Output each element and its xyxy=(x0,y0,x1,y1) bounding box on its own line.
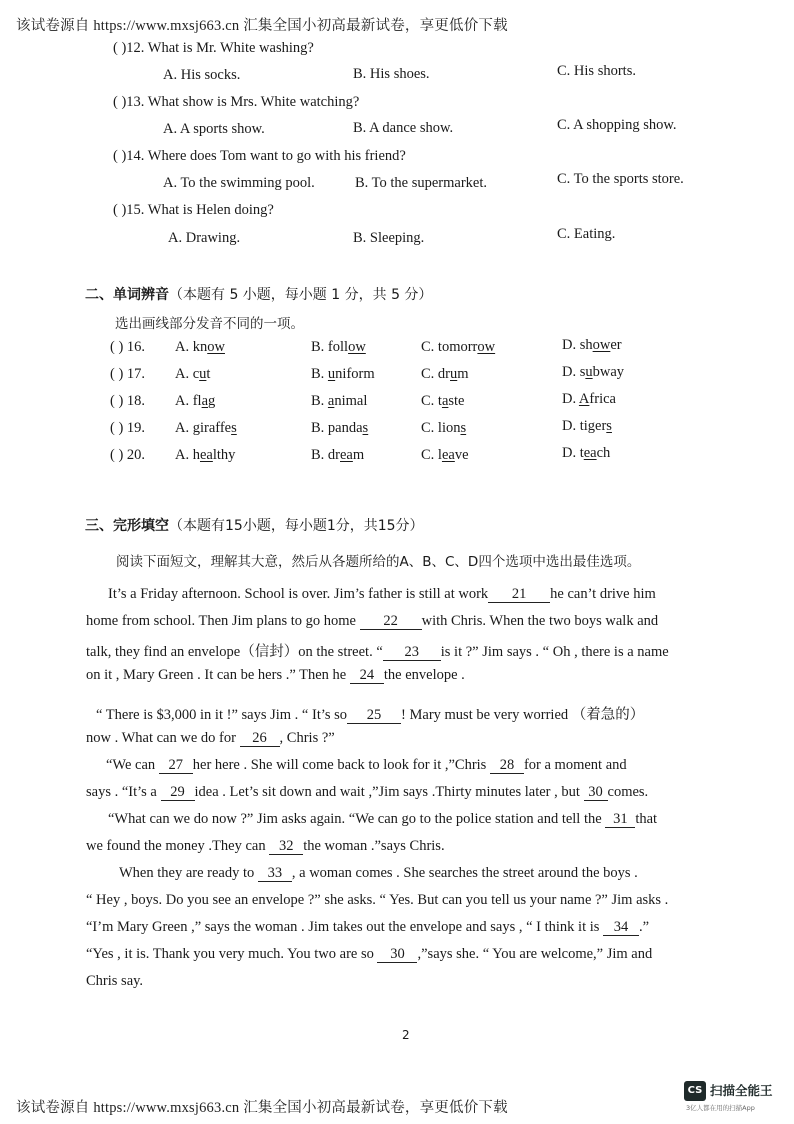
blank-26: 26 xyxy=(240,730,280,747)
section-2-subtitle: （本题有 5 小题，每小题 1 分，共 5 分） xyxy=(169,287,433,303)
phonics-18-d: D. Africa xyxy=(562,391,616,407)
phonics-row-19-number: ( ) 19. xyxy=(110,420,146,436)
phonics-17-c: C. drum xyxy=(421,366,469,382)
option-14-b: B. To the supermarket. xyxy=(355,175,488,191)
phonics-row-16-number: ( ) 16. xyxy=(110,339,146,355)
blank-27: 27 xyxy=(159,757,193,774)
blank-21: 21 xyxy=(488,586,550,603)
option-12-a: A. His socks. xyxy=(163,67,241,83)
question-12: ( )12. What is Mr. White washing? xyxy=(113,40,314,56)
passage-line-11: When they are ready to 33 , a woman comes . She searches the street around the boys . xyxy=(119,865,638,881)
passage-line-8: says . “It’s a 29 idea . Let’s sit down and wait ,”Jim says .Thirty minutes later , but 30 comes. xyxy=(86,784,649,800)
section-2-title: 二、单词辨音 xyxy=(85,287,169,303)
phonics-20-b: B. dream xyxy=(311,447,365,463)
option-15-a: A. Drawing. xyxy=(168,230,241,246)
blank-33: 33 xyxy=(258,865,292,882)
phonics-row-20-number: ( ) 20. xyxy=(110,447,146,463)
passage-line-15: Chris say. xyxy=(86,973,144,989)
camscanner-logo-icon: CS xyxy=(684,1081,706,1101)
option-12-b: B. His shoes. xyxy=(353,66,430,82)
option-14-a: A. To the swimming pool. xyxy=(163,175,315,191)
blank-24: 24 xyxy=(350,667,384,684)
page-header-source-text: 该试卷源自 https://www.mxsj663.cn 汇集全国小初高最新试卷，享更低价下载 xyxy=(16,18,508,34)
option-13-b: B. A dance show. xyxy=(353,120,454,136)
passage-line-4: on it , Mary Green . It can be hers .” Then he 24 the envelope . xyxy=(86,667,465,683)
phonics-20-a: A. healthy xyxy=(175,447,236,463)
section-2-instruction: 选出画线部分发音不同的一项。 xyxy=(115,316,304,332)
passage-line-6: now . What can we do for 26 , Chris ?” xyxy=(86,730,335,746)
phonics-17-d: D. subway xyxy=(562,364,625,380)
phonics-19-d: D. tigers xyxy=(562,418,612,434)
phonics-20-c: C. leave xyxy=(421,447,469,463)
page-footer-source-text: 该试卷源自 https://www.mxsj663.cn 汇集全国小初高最新试卷，享更低价下载 xyxy=(16,1100,508,1116)
section-3-heading xyxy=(85,515,424,535)
phonics-row-17-number: ( ) 17. xyxy=(110,366,146,382)
phonics-17-b: B. uniform xyxy=(311,366,375,382)
section-3-title: 三、完形填空 xyxy=(85,518,169,534)
passage-line-10: we found the money .They can 32 the woman .”says Chris. xyxy=(86,838,445,854)
blank-35: 30 xyxy=(377,946,417,963)
option-15-c: C. Eating. xyxy=(557,226,616,242)
question-14: ( )14. Where does Tom want to go with his friend? xyxy=(113,148,406,164)
section-3-instruction: 阅读下面短文，理解其大意，然后从各题所给的A、B、C、D四个选项中选出最佳选项。 xyxy=(116,554,641,570)
phonics-19-b: B. pandas xyxy=(311,420,369,436)
passage-line-13: “I’m Mary Green ,” says the woman . Jim takes out the envelope and says , “ I think it is 34 .” xyxy=(86,919,650,935)
camscanner-logo-tagline: 3亿人都在用的扫描App xyxy=(686,1104,755,1112)
phonics-18-a: A. flag xyxy=(175,393,216,409)
blank-34: 34 xyxy=(603,919,639,936)
blank-25: 25 xyxy=(347,707,401,724)
passage-line-9: “What can we do now ?” Jim asks again. “We can go to the police station and tell the 31 that xyxy=(108,811,658,827)
phonics-20-d: D. teach xyxy=(562,445,611,461)
option-13-c: C. A shopping show. xyxy=(557,117,677,133)
passage-line-5: “ There is $3,000 in it !” says Jim . “ It’s so 25 ! Mary must be very worried （着急的） xyxy=(96,707,645,723)
blank-29: 29 xyxy=(161,784,195,801)
phonics-19-c: C. lions xyxy=(421,420,467,436)
phonics-16-b: B. follow xyxy=(311,339,366,355)
blank-32: 32 xyxy=(269,838,303,855)
blank-22: 22 xyxy=(360,613,422,630)
option-14-c: C. To the sports store. xyxy=(557,171,684,187)
phonics-18-b: B. animal xyxy=(311,393,368,409)
passage-line-7: “We can 27 her here . She will come back to look for it ,”Chris 28 for a moment and xyxy=(106,757,627,773)
passage-line-2: home from school. Then Jim plans to go home 22 with Chris. When the two boys walk and xyxy=(86,613,659,629)
blank-30: 30 xyxy=(584,784,608,801)
phonics-19-a: A. giraffes xyxy=(175,420,237,436)
section-3-subtitle: （本题有15小题，每小题1分，共15分） xyxy=(169,518,424,534)
passage-line-14: “Yes , it is. Thank you very much. You two are so 30 ,”says she. “ You are welcome,” Jim and xyxy=(86,946,653,962)
phonics-18-c: C. taste xyxy=(421,393,465,409)
option-15-b: B. Sleeping. xyxy=(353,230,425,246)
option-13-a: A. A sports show. xyxy=(163,121,265,137)
question-13: ( )13. What show is Mrs. White watching? xyxy=(113,94,360,110)
question-15: ( )15. What is Helen doing? xyxy=(113,202,274,218)
phonics-row-18-number: ( ) 18. xyxy=(110,393,146,409)
blank-23: 23 xyxy=(383,644,441,661)
passage-line-12: “ Hey , boys. Do you see an envelope ?” she asks. “ Yes. But can you tell us your name ?” Jim asks . xyxy=(86,892,669,908)
phonics-16-a: A. know xyxy=(175,339,225,355)
passage-line-1: It’s a Friday afternoon. School is over. Jim’s father is still at work 21 he can’t drive him xyxy=(108,586,656,602)
phonics-16-c: C. tomorrow xyxy=(421,339,496,355)
camscanner-logo xyxy=(684,1077,784,1113)
option-12-c: C. His shorts. xyxy=(557,63,636,79)
passage-line-3: talk, they find an envelope（信封）on the street. “ 23 is it ?” Jim says . “ Oh , there is a name xyxy=(86,644,669,660)
phonics-16-d: D. shower xyxy=(562,337,622,353)
camscanner-logo-name: 扫描全能王 xyxy=(710,1083,773,1098)
blank-31: 31 xyxy=(605,811,635,828)
phonics-17-a: A. cut xyxy=(175,366,211,382)
page-number: 2 xyxy=(402,1028,410,1042)
section-2-heading xyxy=(85,284,432,304)
blank-28: 28 xyxy=(490,757,524,774)
